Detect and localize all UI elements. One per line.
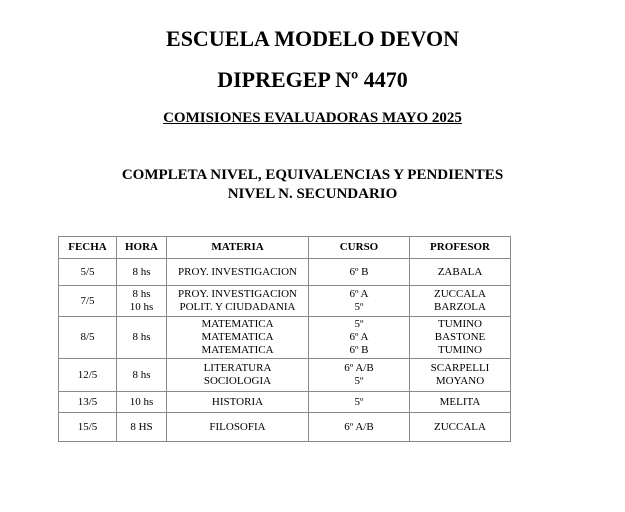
subtitle-line-1: COMPLETA NIVEL, EQUIVALENCIAS Y PENDIENTES bbox=[121, 167, 504, 183]
column-header-fecha: FECHA bbox=[59, 237, 117, 259]
table-row bbox=[59, 413, 511, 442]
curso-line: 6º A/B bbox=[344, 420, 374, 433]
cell-curso bbox=[309, 359, 410, 392]
cell-materia bbox=[167, 286, 309, 317]
table-row bbox=[59, 359, 511, 392]
cell-curso bbox=[309, 413, 410, 442]
cell-profesor bbox=[410, 317, 511, 359]
exam-schedule-table bbox=[58, 236, 511, 442]
cell-materia bbox=[167, 259, 309, 286]
hora-line: 8 HS bbox=[130, 420, 153, 433]
commissions-heading: COMISIONES EVALUADORAS MAYO 2025 bbox=[163, 110, 462, 126]
cell-fecha: 15/5 bbox=[59, 413, 117, 442]
column-header-hora: HORA bbox=[117, 237, 167, 259]
column-header-materia: MATERIA bbox=[167, 237, 309, 259]
curso-line: 5º bbox=[354, 395, 364, 408]
materia-line: POLIT. Y CIUDADANIA bbox=[179, 301, 296, 313]
materia-line: FILOSOFIA bbox=[209, 420, 266, 433]
profesor-line: BASTONE bbox=[434, 331, 486, 343]
curso-line: 6º A bbox=[349, 288, 369, 300]
curso-line: 6º B bbox=[349, 265, 369, 278]
profesor-line: TUMINO bbox=[438, 318, 482, 330]
materia-line: HISTORIA bbox=[211, 395, 264, 408]
cell-fecha: 5/5 bbox=[59, 259, 117, 286]
materia-line: LITERATURA bbox=[203, 362, 272, 374]
dipregep-number: DIPREGEP Nº 4470 bbox=[217, 67, 408, 92]
cell-hora bbox=[117, 392, 167, 413]
materia-line: MATEMATICA bbox=[201, 344, 274, 356]
profesor-line: MELITA bbox=[439, 395, 481, 408]
profesor-line: ZUCCALA bbox=[434, 288, 486, 300]
cell-profesor bbox=[410, 392, 511, 413]
cell-profesor bbox=[410, 259, 511, 286]
curso-line: 6º B bbox=[349, 344, 369, 356]
cell-fecha: 8/5 bbox=[59, 317, 117, 359]
cell-curso bbox=[309, 317, 410, 359]
cell-curso bbox=[309, 259, 410, 286]
curso-line: 6º A bbox=[349, 331, 369, 343]
table-row bbox=[59, 392, 511, 413]
subtitle-line-2: NIVEL N. SECUNDARIO bbox=[227, 186, 398, 202]
cell-hora bbox=[117, 286, 167, 317]
column-header-profesor: PROFESOR bbox=[410, 237, 511, 259]
cell-profesor bbox=[410, 359, 511, 392]
hora-line: 8 hs bbox=[132, 265, 151, 278]
cell-fecha: 7/5 bbox=[59, 286, 117, 317]
table-body bbox=[59, 259, 511, 442]
profesor-line: TUMINO bbox=[438, 344, 482, 356]
hora-line: 8 hs bbox=[132, 368, 151, 381]
hora-line: 10 hs bbox=[129, 395, 154, 408]
materia-line: MATEMATICA bbox=[201, 331, 274, 343]
cell-hora bbox=[117, 259, 167, 286]
cell-hora bbox=[117, 359, 167, 392]
materia-line: PROY. INVESTIGACION bbox=[178, 288, 297, 300]
materia-line: SOCIOLOGIA bbox=[203, 375, 272, 387]
cell-curso bbox=[309, 286, 410, 317]
school-title: ESCUELA MODELO DEVON bbox=[166, 26, 459, 51]
hora-line: 8 hs bbox=[132, 288, 151, 300]
table-row bbox=[59, 286, 511, 317]
cell-fecha: 12/5 bbox=[59, 359, 117, 392]
cell-curso bbox=[309, 392, 410, 413]
curso-line: 5º bbox=[354, 375, 364, 387]
cell-fecha: 13/5 bbox=[59, 392, 117, 413]
cell-materia bbox=[167, 392, 309, 413]
cell-hora bbox=[117, 413, 167, 442]
cell-materia bbox=[167, 317, 309, 359]
cell-profesor bbox=[410, 286, 511, 317]
hora-line: 8 hs bbox=[132, 331, 151, 343]
table-row bbox=[59, 317, 511, 359]
curso-line: 5º bbox=[354, 301, 364, 313]
table-header-row bbox=[59, 237, 511, 259]
cell-hora bbox=[117, 317, 167, 359]
curso-line: 5º bbox=[354, 318, 364, 330]
profesor-line: SCARPELLI bbox=[430, 362, 490, 374]
profesor-line: ZUCCALA bbox=[434, 420, 486, 433]
table-row bbox=[59, 259, 511, 286]
cell-materia bbox=[167, 359, 309, 392]
cell-profesor bbox=[410, 413, 511, 442]
profesor-line: BARZOLA bbox=[434, 301, 486, 313]
hora-line: 10 hs bbox=[129, 301, 154, 313]
curso-line: 6º A/B bbox=[344, 362, 374, 374]
cell-materia bbox=[167, 413, 309, 442]
materia-line: MATEMATICA bbox=[201, 318, 274, 330]
materia-line: PROY. INVESTIGACION bbox=[178, 265, 297, 278]
profesor-line: MOYANO bbox=[435, 375, 485, 387]
column-header-curso: CURSO bbox=[309, 237, 410, 259]
profesor-line: ZABALA bbox=[437, 265, 483, 278]
